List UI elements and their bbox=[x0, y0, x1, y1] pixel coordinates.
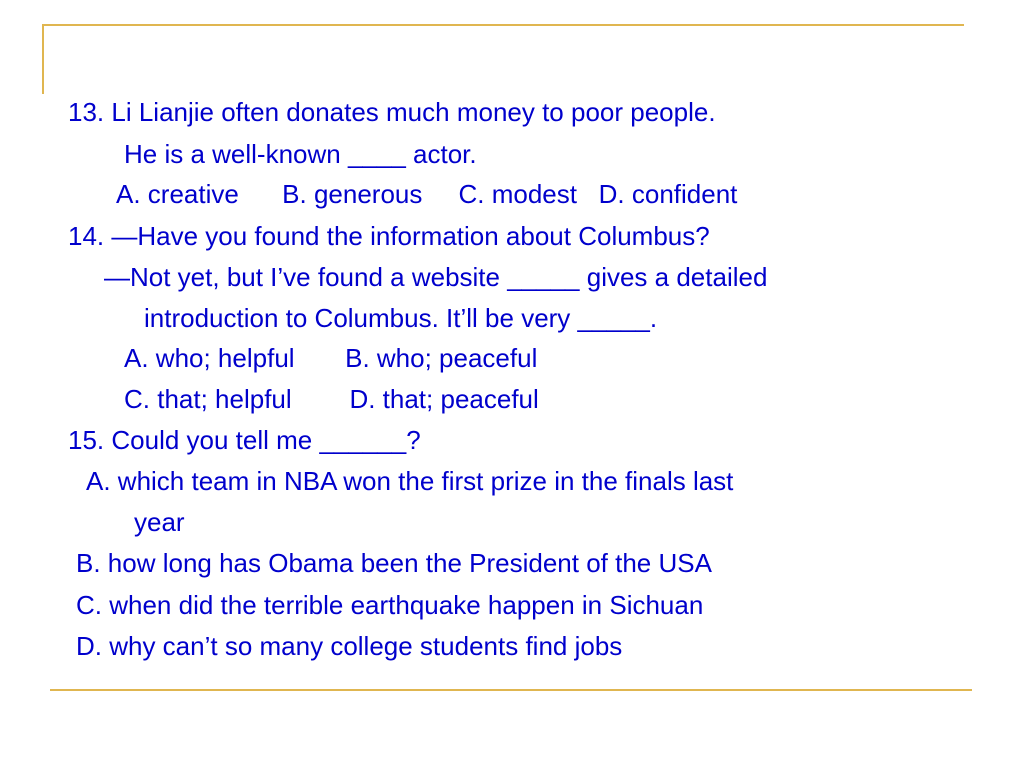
q15-option-b: B. how long has Obama been the President of the USA bbox=[76, 548, 712, 578]
q13-stem-cont: He is a well-known ____ actor. bbox=[124, 139, 477, 169]
q14-stem: 14. —Have you found the information about Columbus? bbox=[68, 221, 710, 251]
q15-option-d: D. why can’t so many college students find jobs bbox=[76, 631, 623, 661]
q15-option-a: A. which team in NBA won the first prize in the finals last bbox=[86, 466, 734, 496]
q14-reply: —Not yet, but I’ve found a website _____ gives a detailed bbox=[104, 262, 768, 292]
left-rule bbox=[42, 24, 44, 94]
q14-options-cd: C. that; helpful D. that; peaceful bbox=[124, 384, 539, 414]
q15-option-a-cont: year bbox=[134, 507, 185, 537]
q13-options: A. creative B. generous C. modest D. confident bbox=[116, 179, 738, 209]
bottom-rule bbox=[50, 689, 972, 691]
q14-reply-cont: introduction to Columbus. It’ll be very _____. bbox=[144, 303, 658, 333]
top-rule bbox=[42, 24, 964, 26]
q14-options-ab: A. who; helpful B. who; peaceful bbox=[124, 343, 538, 373]
q15-stem: 15. Could you tell me ______? bbox=[68, 425, 421, 455]
q13-stem: 13. Li Lianjie often donates much money to poor people. bbox=[68, 97, 716, 127]
q15-option-c: C. when did the terrible earthquake happen in Sichuan bbox=[76, 590, 704, 620]
